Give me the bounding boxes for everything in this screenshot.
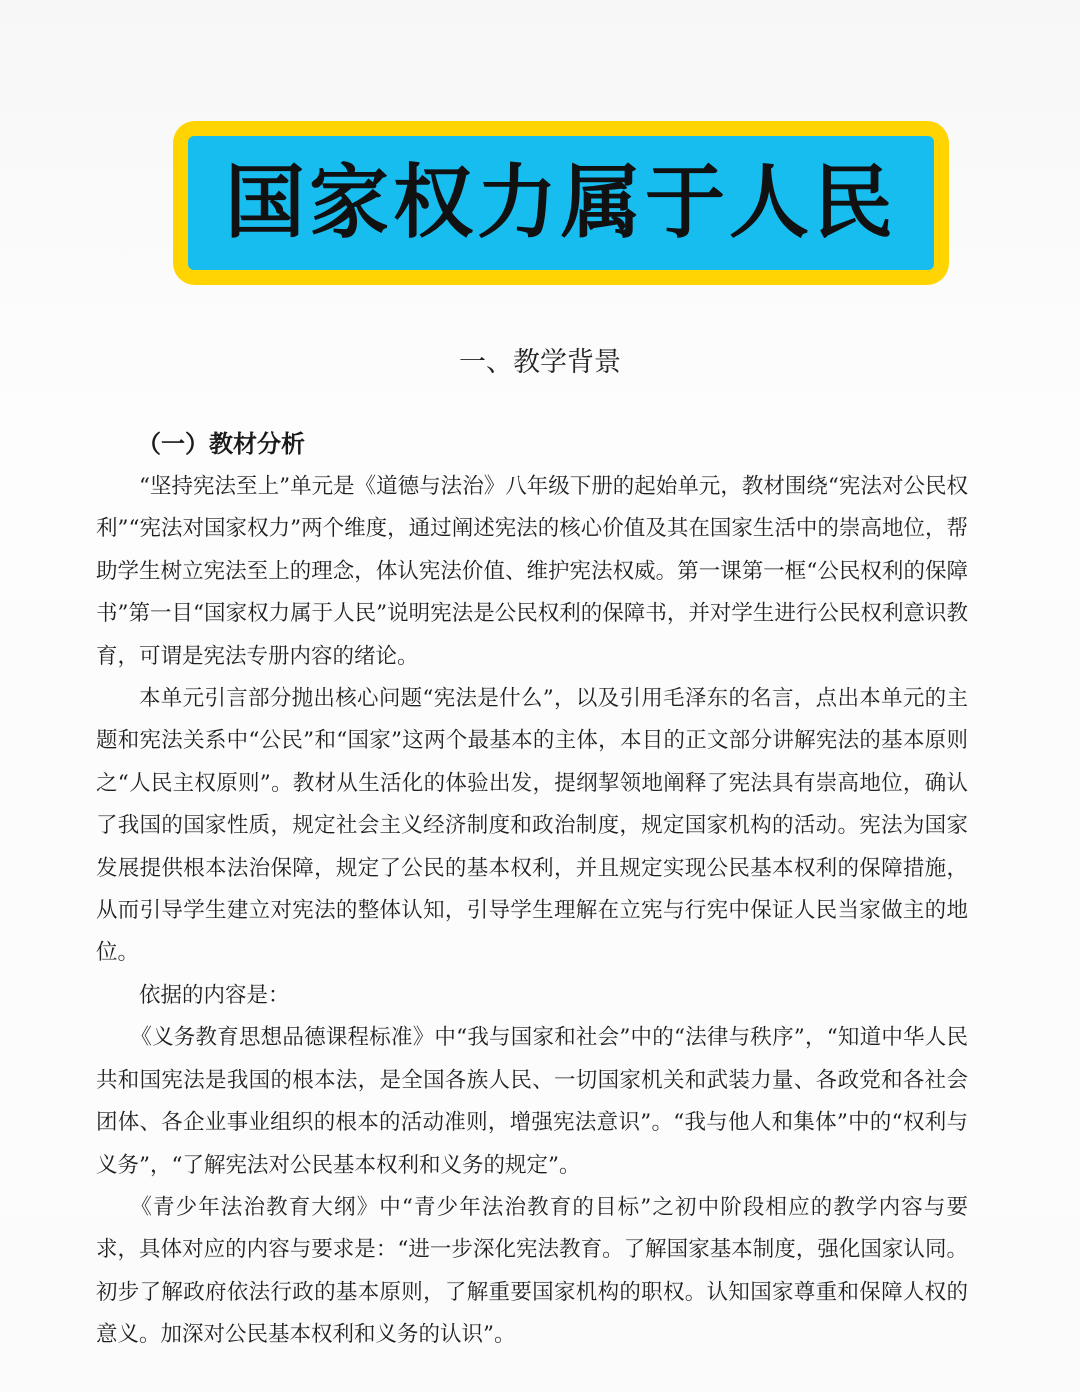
paragraph-textbook-analysis: “坚持宪法至上”单元是《道德与法治》八年级下册的起始单元，教材围绕“宪法对公民权利”“宪法对国家权力”两个维度，通过阐述宪法的核心价值及其在国家生活中的崇高地位，帮助学生树立宪法至上的理念，体认宪法价值、维护宪法权威。第一课第一框“公民权利的保障书”第一目“国家权力属于人民”说明宪法是公民权利的保障书，并对学生进行公民权利意识教育，可谓是宪法专册内容的绪论。 xyxy=(96,474,968,669)
paragraph-unit-intro: 本单元引言部分抛出核心问题“宪法是什么”，以及引用毛泽东的名言，点出本单元的主题和宪法关系中“公民”和“国家”这两个最基本的主体，本目的正文部分讲解宪法的基本原则之“人民主权原则”。教材从生活化的体验出发，提纲挈领地阐释了宪法具有崇高地位，确认了我国的国家性质，规定社会主义经济制度和政治制度，规定国家机构的活动。宪法为国家发展提供根本法治保障，规定了公民的基本权利，并且规定实现公民基本权利的保障措施，从而引导学生建立对宪法的整体认知，引导学生理解在立宪与行宪中保证人民当家做主的地位。 xyxy=(96,686,968,966)
section-heading: 一、教学背景 xyxy=(459,347,621,378)
page-title: 国家权力属于人民 xyxy=(225,156,897,249)
sub-heading: （一）教材分析 xyxy=(137,430,305,458)
body-text xyxy=(96,466,968,1357)
title-banner xyxy=(173,121,949,285)
paragraph-curriculum-standard: 《义务教育思想品德课程标准》中“我与国家和社会”中的“法律与秩序”，“知道中华人民共和国宪法是我国的根本法，是全国各族人民、一切国家机关和武装力量、各政党和各社会团体、各企业事业组织的根本的活动准则，增强宪法意识”。“我与他人和集体”中的“权利与义务”，“了解宪法对公民基本权利和义务的规定”。 xyxy=(96,1025,968,1178)
paragraph-youth-law-outline: 《青少年法治教育大纲》中“青少年法治教育的目标”之初中阶段相应的教学内容与要求，具体对应的内容与要求是：“进一步深化宪法教育。了解国家基本制度，强化国家认同。初步了解政府依法行政的基本原则，了解重要国家机构的职权。认知国家尊重和保障人权的意义。加深对公民基本权利和义务的认识”。 xyxy=(96,1194,968,1348)
title-banner-inner xyxy=(188,136,934,270)
paragraph-basis-label: 依据的内容是： xyxy=(139,982,290,1008)
